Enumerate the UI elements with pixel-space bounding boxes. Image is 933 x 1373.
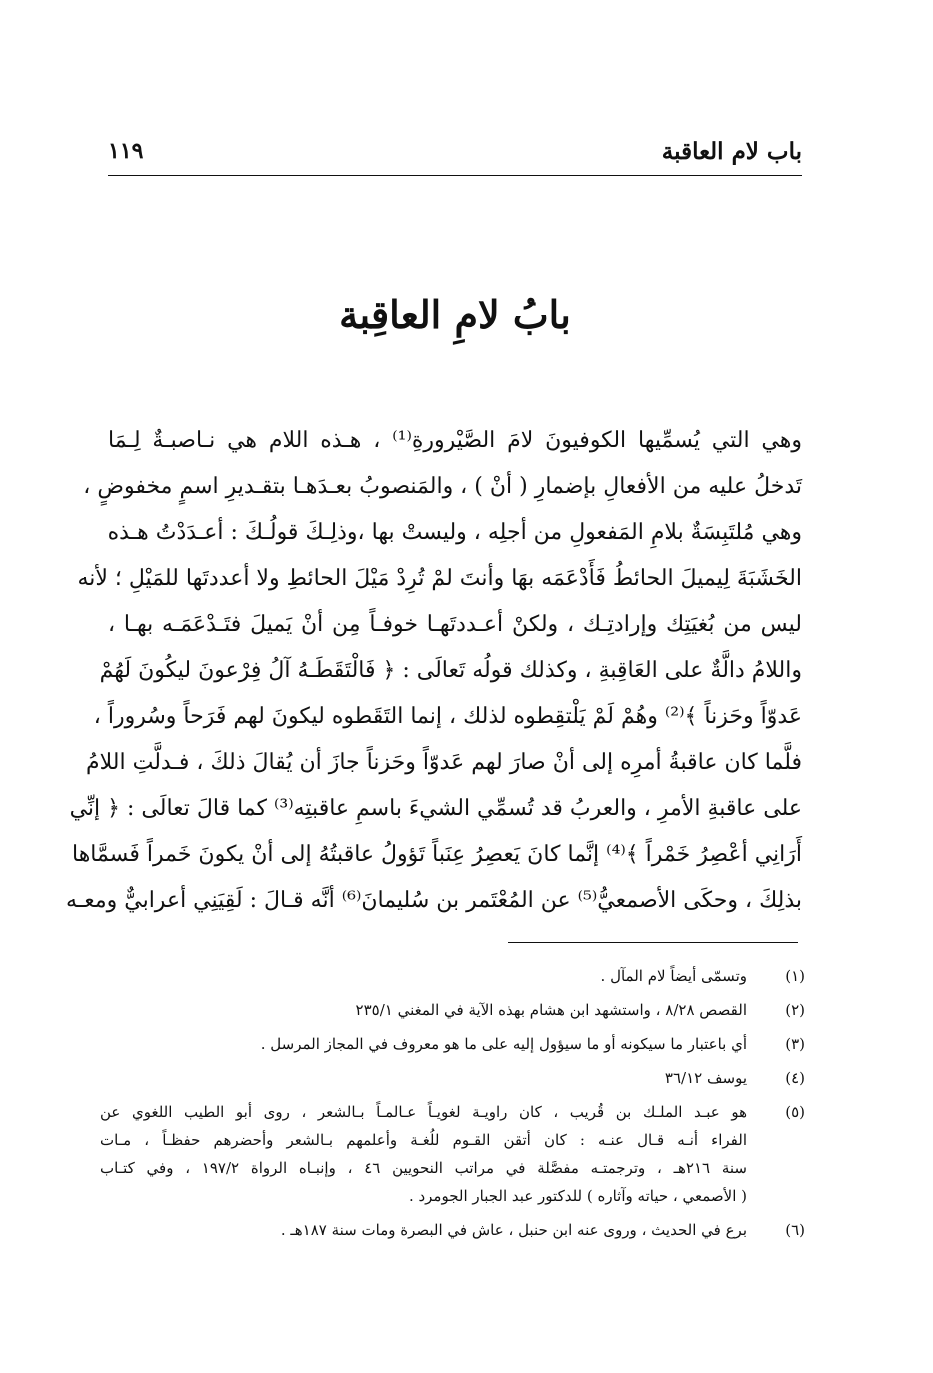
body-line: أَرَانِي أعْصِرُ خَمْراً ﴾⁽⁴⁾ إنَّما كانَ يَعصِرُ عِنَباً تَؤولُ عاقبتُهُ إلى أنْ يكونَ خَمراً فَسمَّاها bbox=[72, 842, 802, 867]
footnote-number: (١) bbox=[785, 967, 805, 985]
running-head bbox=[108, 132, 802, 172]
body-line: على عاقبةِ الأمرِ ، والعربُ قد تُسمِّي الشيءَ باسمِ عاقبتِه⁽³⁾ كما قالَ تعالَى : ﴿ إنِّي bbox=[69, 796, 802, 821]
running-head-title: باب لام العاقبة bbox=[661, 138, 802, 165]
body-text bbox=[65, 418, 802, 924]
body-line: فلَّما كان عاقبةُ أمرِه إلى أنْ صارَ لهم عَدوّاً وحَزناً جازَ أن يُقالَ ذلكَ ، فـدلَّتِ اللامُ bbox=[86, 750, 802, 775]
footnote-line: يوسف ٣٦/١٢ bbox=[664, 1069, 747, 1087]
footnote-line: ( الأصمعي ، حياته وآثاره ) للدكتور عبد الجبار الجومرد . bbox=[408, 1187, 747, 1205]
footnote bbox=[100, 962, 805, 990]
footnote bbox=[100, 1216, 805, 1244]
footnote-line: القصص ٨/٢٨ ، واستشهد ابن هشام بهذه الآية في المغني ٢٣٥/١ bbox=[355, 1001, 747, 1019]
footnote bbox=[100, 1030, 805, 1058]
body-line: بذلِكَ ، وحكَى الأصمعيُّ⁽⁵⁾ عن المُعْتَمر بن سُليمانَ⁽⁶⁾ أنَّه قـالَ : لَقِيَنِي أعرابيٌّ ومعـه bbox=[65, 888, 802, 913]
footnote-number: (٦) bbox=[785, 1221, 805, 1239]
page-number: ١١٩ bbox=[108, 138, 144, 164]
header-rule bbox=[108, 175, 802, 176]
body-line: عَدوّاً وحَزناً ﴾⁽²⁾ وهُمْ لَمْ يَلْتقِطوه لذلك ، إنما التَقَطوه ليكونَ لهم فَرَحاً وسُروراً ، bbox=[93, 704, 802, 729]
body-line: واللامُ دالَّةٌ على العَاقِبةِ ، وكذلك قولُه تَعالَى : ﴿ فَالْتَقَطَـهُ آلُ فِرْعونَ ليكُونَ لَهُمْ bbox=[99, 658, 802, 683]
footnote-line: هو عبـد الملـك بن قُريب ، كان راويـة لغويـاً عـالمـاً بـالشعر ، روى أبو الطيب اللغوي عن bbox=[100, 1103, 747, 1121]
footnote-line: سنة ٢١٦هـ ، وترجمتـه مفصَّلة في مراتب النحويين ٤٦ ، وإنبـاه الرواة ١٩٧/٢ ، وفي كتـاب bbox=[100, 1159, 747, 1177]
footnote-line: الفراء أنـه قـال عنـه : كان أتقن القـوم للُغـة وأعلمهم بـالشعر وأحضرهم حفظـاً ، مـات bbox=[100, 1131, 747, 1149]
footnote-number: (٥) bbox=[785, 1103, 805, 1121]
body-line: ليس من بُغيَتِك وإرادتِـك ، ولكنْ أعـددتَهـا خوفـاً مِن أنْ يَميلَ فتَـدْعَمَـه بهـا ، bbox=[108, 612, 802, 637]
footnote bbox=[100, 1064, 805, 1092]
footnote-number: (٤) bbox=[785, 1069, 805, 1087]
body-line: الخَشَبَةَ لِيميلَ الحائطُ فَأَدْعَمَه بهَا وأنتَ لمْ تُرِدْ مَيْلَ الحائطِ ولا أعددتَها للمَيْلِ ؛ لأنه bbox=[77, 566, 802, 591]
body-line: تَدخلُ عليه من الأفعالِ بإضمارِ ( أنْ ) ، والمَنصوبُ بعـدَهـا بتقـديرِ اسمٍ مخفوضٍ ، bbox=[83, 474, 802, 499]
footnotes bbox=[100, 962, 805, 1250]
footnote bbox=[100, 996, 805, 1024]
footnote-line: وتسمّى أيضاً لام المآل . bbox=[600, 967, 747, 985]
footnote-line: أي باعتبار ما سيكونه أو ما سيؤول إليه على ما هو معروف في المجاز المرسل . bbox=[260, 1035, 747, 1053]
footnote-number: (٣) bbox=[785, 1035, 805, 1053]
footnote-line: برع في الحديث ، وروى عنه ابن حنبل ، عاش في البصرة ومات سنة ١٨٧هـ . bbox=[280, 1221, 747, 1239]
chapter-title: بابُ لامِ العاقِبة bbox=[339, 292, 571, 337]
footnote-rule bbox=[508, 942, 798, 943]
body-line: وهي التي يُسمِّيها الكوفيونَ لامَ الصَّيْرورةِ⁽¹⁾ ، هـذه اللام هي نـاصبـةٌ لِـمَا bbox=[108, 428, 802, 453]
footnote bbox=[100, 1098, 805, 1210]
body-line: وهي مُلتَبِسَةٌ بلامِ المَفعولِ من أجلِه ، وليستْ بها ،وذلِـكَ قولُـكَ : أعـدَدْتُ هـذه bbox=[107, 520, 802, 545]
footnote-number: (٢) bbox=[785, 1001, 805, 1019]
